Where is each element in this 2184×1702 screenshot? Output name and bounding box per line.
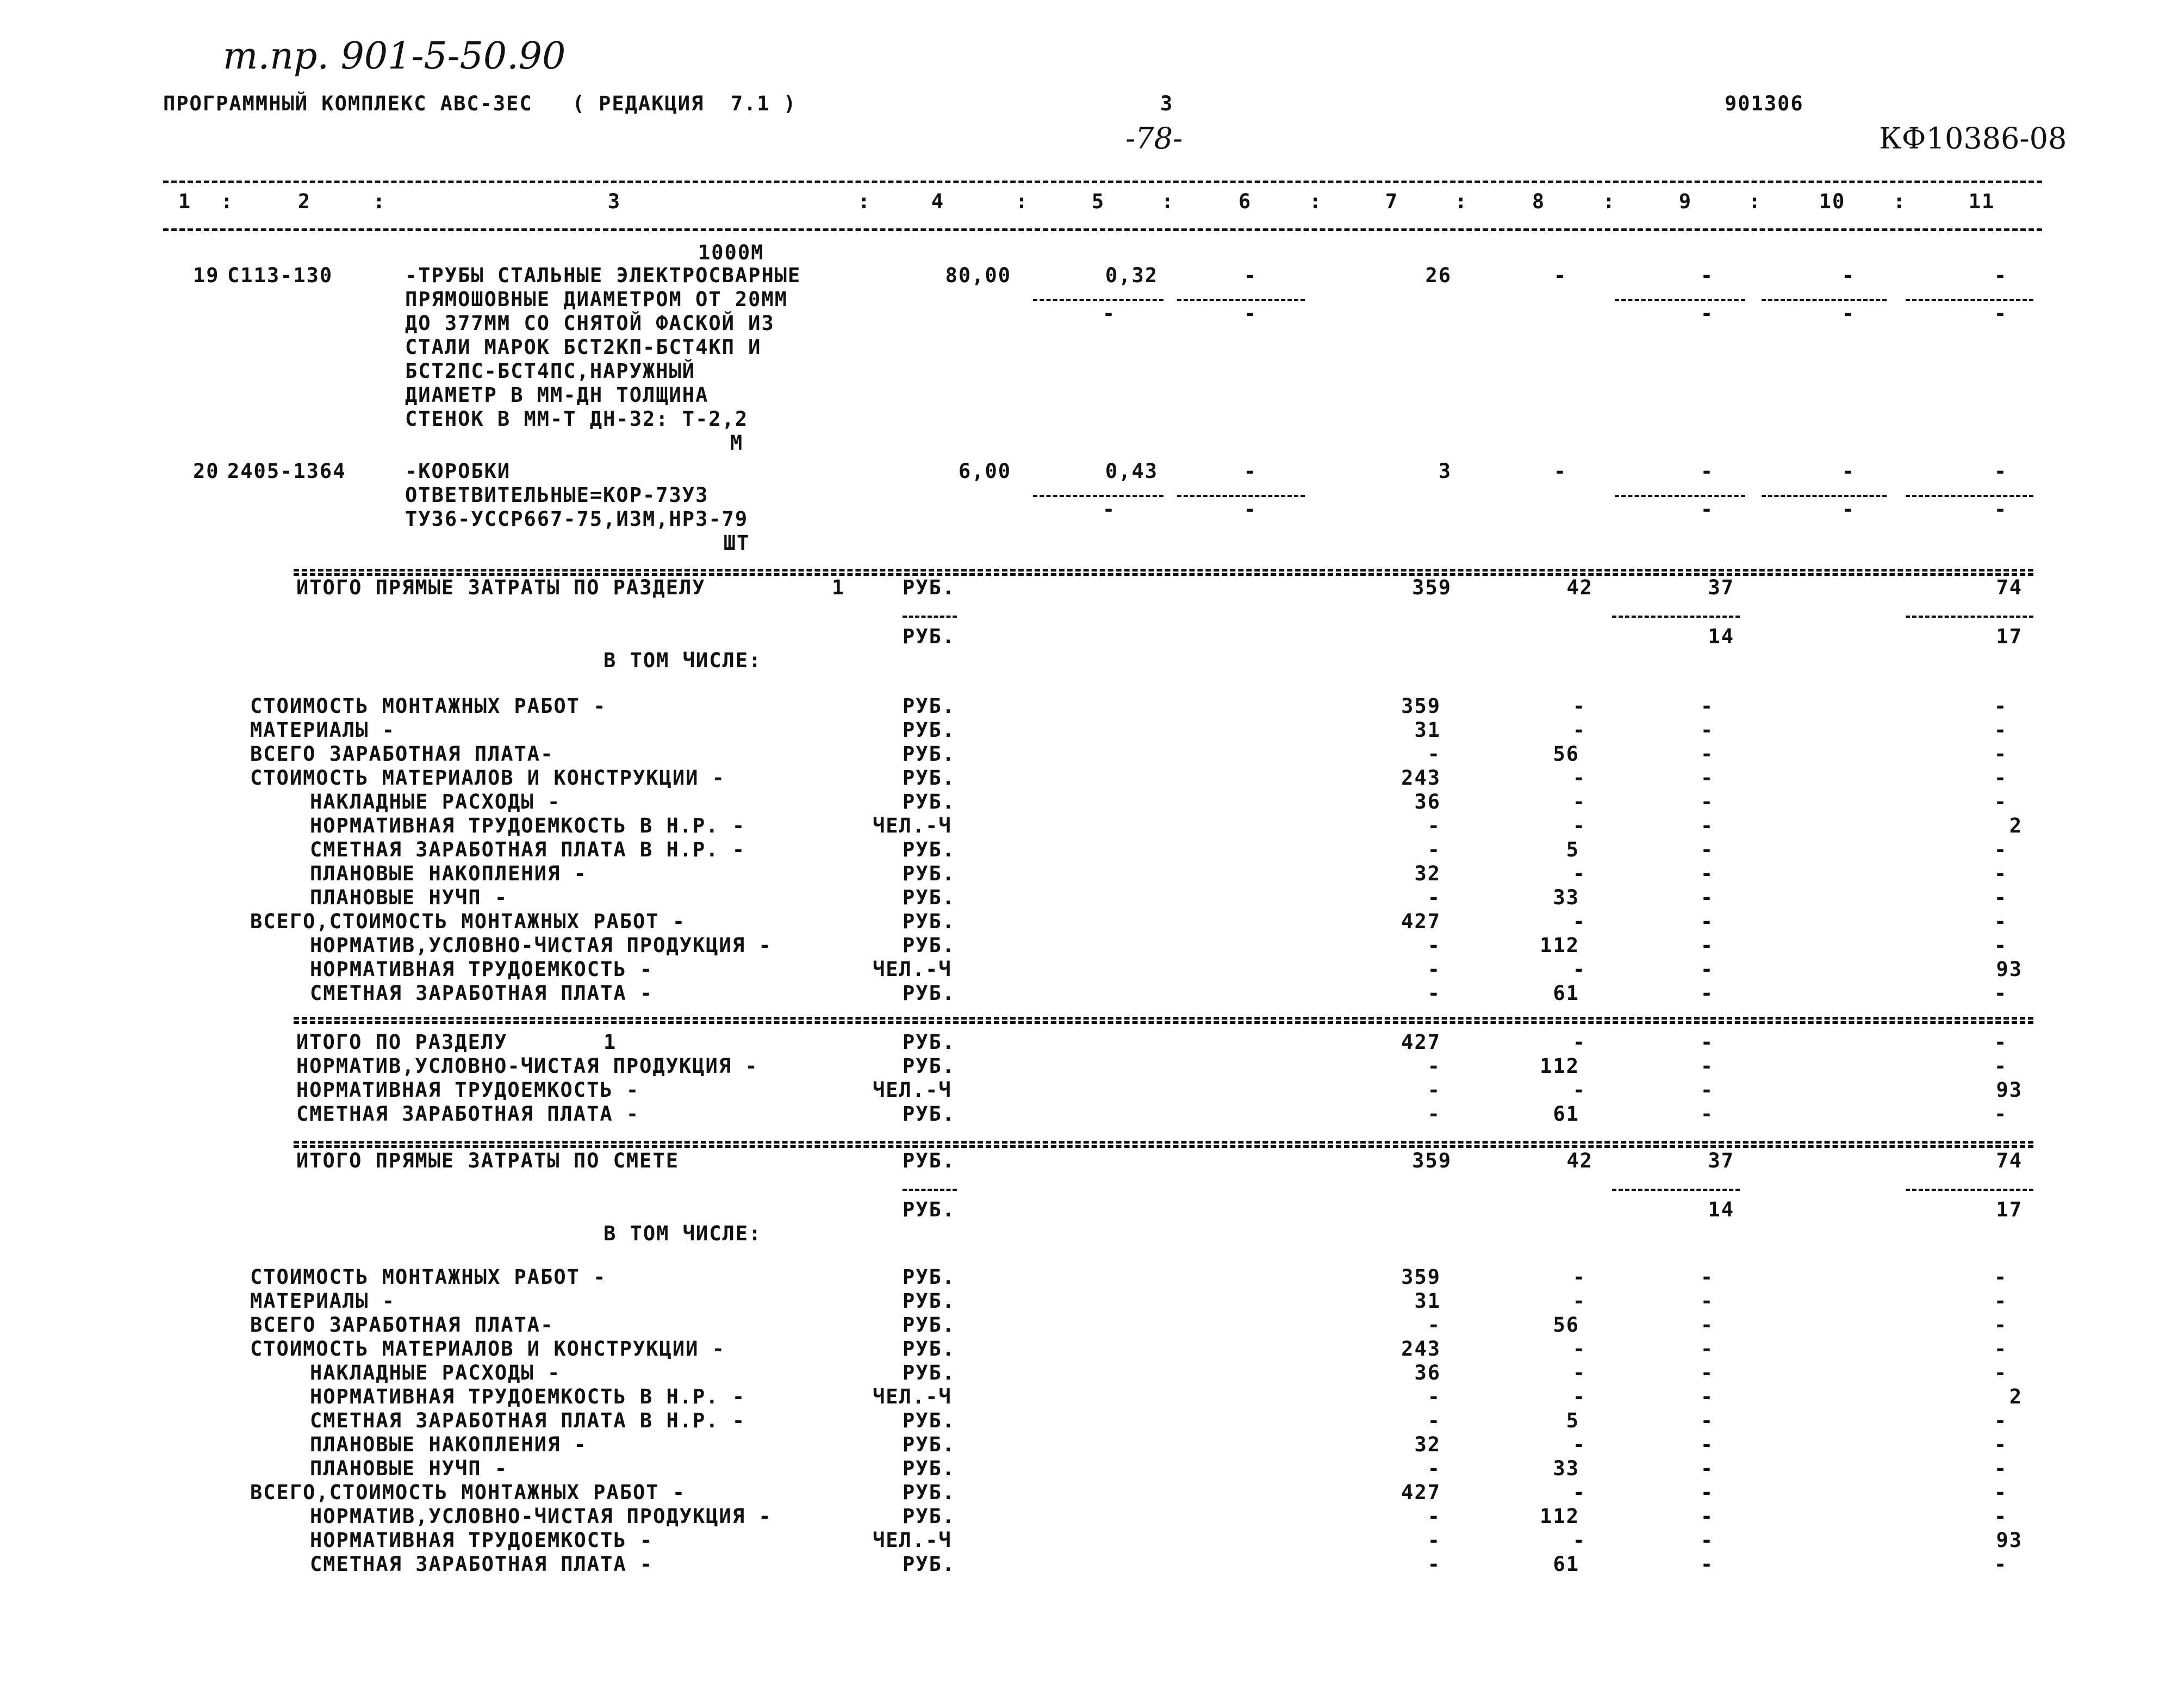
breakdown1-row-col11: - — [1994, 766, 2008, 790]
breakdown1-row-col11: - — [1994, 862, 2008, 885]
item-subrule — [1177, 299, 1305, 301]
breakdown1-row-col11: - — [1994, 694, 2008, 718]
breakdown1-row-unit: РУБ. — [903, 718, 956, 742]
item-col10: - — [1841, 264, 1856, 287]
column-header-6: 6 — [1238, 190, 1252, 213]
breakdown1-row-col11: 93 — [1996, 958, 2023, 981]
section-summary-label: НОРМАТИВНАЯ ТРУДОЕМКОСТЬ - — [296, 1078, 640, 1102]
section-rule — [294, 1017, 2033, 1020]
breakdown1-row-col9: - — [1700, 862, 1714, 885]
including-label: В ТОМ ЧИСЛЕ: — [603, 649, 762, 672]
item-col11: - — [1994, 264, 2008, 287]
section-summary-col11: - — [1994, 1102, 2008, 1126]
breakdown1-row-col11: - — [1994, 934, 2008, 957]
item-description-line: ОТВЕТВИТЕЛЬНЫЕ=КОР-73У3 — [405, 483, 709, 507]
section-summary-col7: - — [1427, 1078, 1441, 1102]
column-separator: : — [372, 190, 387, 213]
section-total-col11-rule — [1906, 616, 2033, 618]
item-sub-col11: - — [1994, 498, 2008, 521]
section-summary-col11: 93 — [1996, 1078, 2023, 1102]
column-header-11: 11 — [1968, 190, 1995, 213]
breakdown2-row-col9: - — [1700, 1552, 1714, 1576]
breakdown2-row-unit: РУБ. — [903, 1433, 956, 1456]
breakdown1-row-col8: - — [1572, 694, 1586, 718]
breakdown1-row-label: ПЛАНОВЫЕ НУЧП - — [310, 886, 508, 909]
estimate-total-col9b: 14 — [1708, 1198, 1734, 1221]
section-total-col8: 42 — [1566, 576, 1593, 599]
breakdown2-row-unit: РУБ. — [903, 1481, 956, 1504]
breakdown1-row-label: СТОИМОСТЬ МАТЕРИАЛОВ И КОНСТРУКЦИИ - — [250, 766, 725, 790]
section-summary-unit: РУБ. — [903, 1054, 956, 1078]
section-summary-label: СМЕТНАЯ ЗАРАБОТНАЯ ПЛАТА - — [296, 1102, 640, 1126]
breakdown1-row-col8: - — [1572, 766, 1586, 790]
breakdown2-row-unit: РУБ. — [903, 1313, 956, 1337]
breakdown1-row-label: НОРМАТИВ,УСЛОВНО-ЧИСТАЯ ПРОДУКЦИЯ - — [310, 934, 772, 957]
breakdown2-row-label: ВСЕГО,СТОИМОСТЬ МОНТАЖНЫХ РАБОТ - — [250, 1481, 686, 1504]
item-description-line: ДО 377ММ СО СНЯТОЙ ФАСКОЙ ИЗ — [405, 312, 775, 335]
unit-note: 1000М — [698, 241, 764, 264]
breakdown2-row-col7: - — [1427, 1552, 1441, 1576]
breakdown1-row-unit: РУБ. — [903, 766, 956, 790]
section-rule — [294, 569, 2033, 572]
breakdown1-row-col7: - — [1427, 838, 1441, 861]
breakdown2-row-col7: - — [1427, 1409, 1441, 1432]
item-unit-price: 0,43 — [1105, 459, 1158, 483]
breakdown1-row-label: НАКЛАДНЫЕ РАСХОДЫ - — [310, 790, 561, 813]
breakdown2-row-col7: - — [1427, 1385, 1441, 1408]
item-sub-col5: - — [1102, 498, 1116, 521]
column-header-1: 1 — [178, 190, 192, 213]
breakdown1-row-unit: ЧЕЛ.-Ч — [873, 814, 952, 837]
breakdown2-row-col9: - — [1700, 1481, 1714, 1504]
breakdown1-row-col7: - — [1427, 814, 1441, 837]
column-separator: : — [1161, 190, 1175, 213]
breakdown2-row-col11: - — [1994, 1289, 2008, 1313]
breakdown2-row-col9: - — [1700, 1361, 1714, 1384]
breakdown1-row-label: ПЛАНОВЫЕ НАКОПЛЕНИЯ - — [310, 862, 587, 885]
item-number: 19 — [193, 264, 220, 287]
breakdown2-row-label: СТОИМОСТЬ МАТЕРИАЛОВ И КОНСТРУКЦИИ - — [250, 1337, 725, 1361]
item-col10: - — [1841, 459, 1856, 483]
breakdown2-row-unit: ЧЕЛ.-Ч — [873, 1529, 952, 1552]
breakdown1-row-col8: 61 — [1553, 982, 1579, 1005]
breakdown2-row-col8: 5 — [1566, 1409, 1579, 1432]
column-separator: : — [1454, 190, 1469, 213]
column-header-9: 9 — [1678, 190, 1693, 213]
item-description-line: СТЕНОК В ММ-Т ДН-32: Т-2,2 — [405, 407, 749, 431]
breakdown2-row-label: СМЕТНАЯ ЗАРАБОТНАЯ ПЛАТА В Н.Р. - — [310, 1409, 746, 1432]
breakdown2-row-col8: 33 — [1553, 1457, 1579, 1480]
estimate-total-col9: 37 — [1708, 1149, 1734, 1172]
breakdown1-row-unit: РУБ. — [903, 862, 956, 885]
item-col7: 26 — [1425, 264, 1452, 287]
breakdown1-row-col7: 427 — [1401, 910, 1441, 933]
item-description-line: -КОРОБКИ — [405, 459, 511, 483]
breakdown2-row-col9: - — [1700, 1337, 1714, 1361]
item-unit: ШТ — [723, 531, 750, 555]
breakdown2-row-unit: РУБ. — [903, 1361, 956, 1384]
breakdown2-row-unit: РУБ. — [903, 1457, 956, 1480]
section-rule — [294, 1145, 2033, 1148]
breakdown1-row-col8: - — [1572, 790, 1586, 813]
breakdown1-row-unit: РУБ. — [903, 694, 956, 718]
item-subrule — [1177, 495, 1305, 497]
breakdown2-row-label: ВСЕГО ЗАРАБОТНАЯ ПЛАТА- — [250, 1313, 554, 1337]
item-col6: - — [1243, 459, 1258, 483]
breakdown1-row-col8: 56 — [1553, 742, 1579, 766]
breakdown2-row-unit: РУБ. — [903, 1409, 956, 1432]
section-summary-col9: - — [1700, 1078, 1714, 1102]
breakdown2-row-unit: РУБ. — [903, 1505, 956, 1528]
section-total-col11: 74 — [1996, 576, 2023, 599]
item-sub-col6: - — [1243, 498, 1258, 521]
section-rule — [294, 1141, 2033, 1144]
page-number: -78- — [1125, 121, 1183, 156]
breakdown2-row-label: НАКЛАДНЫЕ РАСХОДЫ - — [310, 1361, 561, 1384]
column-separator: : — [1893, 190, 1907, 213]
item-sub-col6: - — [1243, 302, 1258, 326]
estimate-total-col9-rule — [1612, 1189, 1740, 1191]
item-unit-price: 0,32 — [1105, 264, 1158, 287]
breakdown2-row-col8: - — [1572, 1265, 1586, 1289]
breakdown2-row-col9: - — [1700, 1505, 1714, 1528]
breakdown1-row-col9: - — [1700, 982, 1714, 1005]
column-header-4: 4 — [931, 190, 945, 213]
item-code: 2405-1364 — [227, 459, 346, 483]
section-summary-col11: - — [1994, 1030, 2008, 1054]
breakdown2-row-col9: - — [1700, 1457, 1714, 1480]
breakdown2-row-col11: - — [1994, 1409, 2008, 1432]
breakdown2-row-label: НОРМАТИВ,УСЛОВНО-ЧИСТАЯ ПРОДУКЦИЯ - — [310, 1505, 772, 1528]
section-rule — [294, 1021, 2033, 1024]
section-summary-unit: РУБ. — [903, 1102, 956, 1126]
column-header-8: 8 — [1532, 190, 1546, 213]
breakdown1-row-col9: - — [1700, 790, 1714, 813]
breakdown1-row-col7: - — [1427, 742, 1441, 766]
breakdown2-row-unit: РУБ. — [903, 1552, 956, 1576]
section-total-unit-rule — [903, 616, 957, 618]
item-description-line: ДИАМЕТР В ММ-ДН ТОЛЩИНА — [405, 383, 709, 407]
item-description-line: ПРЯМОШОВНЫЕ ДИАМЕТРОМ ОТ 20ММ — [405, 288, 788, 311]
breakdown1-row-col8: 112 — [1540, 934, 1579, 957]
breakdown2-row-col8: - — [1572, 1337, 1586, 1361]
breakdown1-row-col8: - — [1572, 718, 1586, 742]
item-col8: - — [1553, 264, 1567, 287]
breakdown1-row-col9: - — [1700, 838, 1714, 861]
section-summary-col8: 61 — [1553, 1102, 1579, 1126]
breakdown1-row-col11: - — [1994, 838, 2008, 861]
breakdown2-row-col9: - — [1700, 1313, 1714, 1337]
breakdown2-row-col11: - — [1994, 1361, 2008, 1384]
item-description-line: ТУ36-УССР667-75,ИЗМ,НРЗ-79 — [405, 507, 749, 531]
breakdown1-row-col8: - — [1572, 958, 1586, 981]
breakdown1-row-label: ВСЕГО ЗАРАБОТНАЯ ПЛАТА- — [250, 742, 554, 766]
breakdown1-row-unit: РУБ. — [903, 742, 956, 766]
item-description-line: -ТРУБЫ СТАЛЬНЫЕ ЭЛЕКТРОСВАРНЫЕ — [405, 264, 801, 287]
section-total-col7: 359 — [1412, 576, 1452, 599]
item-col7: 3 — [1438, 459, 1452, 483]
breakdown1-row-col9: - — [1700, 814, 1714, 837]
breakdown1-row-col7: - — [1427, 934, 1441, 957]
estimate-total-label: ИТОГО ПРЯМЫЕ ЗАТРАТЫ ПО СМЕТЕ — [296, 1149, 680, 1172]
breakdown1-row-col7: 36 — [1414, 790, 1441, 813]
breakdown1-row-unit: РУБ. — [903, 838, 956, 861]
breakdown1-row-col11: - — [1994, 886, 2008, 909]
column-header-5: 5 — [1091, 190, 1105, 213]
section-total-unit: РУБ. — [903, 576, 956, 599]
breakdown2-row-col7: - — [1427, 1529, 1441, 1552]
breakdown1-row-col11: - — [1994, 982, 2008, 1005]
estimate-total-col11b: 17 — [1996, 1198, 2023, 1221]
sheet-code: КФ10386-08 — [1879, 121, 2067, 156]
breakdown1-row-col9: - — [1700, 766, 1714, 790]
item-description-line: СТАЛИ МАРОК БСТ2КП-БСТ4КП И — [405, 336, 762, 359]
breakdown1-row-col11: - — [1994, 742, 2008, 766]
item-col6: - — [1243, 264, 1258, 287]
breakdown1-row-unit: РУБ. — [903, 910, 956, 933]
breakdown1-row-label: ВСЕГО,СТОИМОСТЬ МОНТАЖНЫХ РАБОТ - — [250, 910, 686, 933]
breakdown1-row-unit: РУБ. — [903, 982, 956, 1005]
item-subrule — [1906, 299, 2033, 301]
item-sub-col9: - — [1700, 498, 1714, 521]
item-col8: - — [1553, 459, 1567, 483]
breakdown1-row-col11: - — [1994, 718, 2008, 742]
breakdown2-row-unit: РУБ. — [903, 1289, 956, 1313]
breakdown2-row-col9: - — [1700, 1433, 1714, 1456]
breakdown1-row-col9: - — [1700, 742, 1714, 766]
section-summary-unit: ЧЕЛ.-Ч — [873, 1078, 952, 1102]
column-separator: : — [1748, 190, 1762, 213]
breakdown2-row-col7: 31 — [1414, 1289, 1441, 1313]
item-subrule — [1762, 495, 1887, 497]
breakdown2-row-col8: - — [1572, 1433, 1586, 1456]
item-col11: - — [1994, 459, 2008, 483]
breakdown2-row-col11: - — [1994, 1505, 2008, 1528]
breakdown1-row-col7: 32 — [1414, 862, 1441, 885]
breakdown2-row-label: СМЕТНАЯ ЗАРАБОТНАЯ ПЛАТА - — [310, 1552, 654, 1576]
breakdown2-row-col11: - — [1994, 1433, 2008, 1456]
item-sub-col10: - — [1841, 302, 1856, 326]
breakdown1-row-unit: ЧЕЛ.-Ч — [873, 958, 952, 981]
section-summary-col8: - — [1572, 1078, 1586, 1102]
section-total-col9: 37 — [1708, 576, 1734, 599]
item-sub-col9: - — [1700, 302, 1714, 326]
breakdown2-row-col11: 93 — [1996, 1529, 2023, 1552]
item-col9: - — [1700, 264, 1714, 287]
breakdown1-row-label: МАТЕРИАЛЫ - — [250, 718, 396, 742]
section-total-col9b: 14 — [1708, 625, 1734, 648]
breakdown2-row-col11: - — [1994, 1337, 2008, 1361]
header-bottom-rule — [163, 228, 2042, 231]
item-subrule — [1033, 495, 1163, 497]
breakdown2-row-col11: - — [1994, 1552, 2008, 1576]
item-subrule — [1615, 299, 1745, 301]
item-subrule — [1615, 495, 1745, 497]
breakdown2-row-col7: - — [1427, 1457, 1441, 1480]
breakdown1-row-col9: - — [1700, 910, 1714, 933]
breakdown2-row-unit: РУБ. — [903, 1337, 956, 1361]
item-number: 20 — [193, 459, 220, 483]
section-summary-unit: РУБ. — [903, 1030, 956, 1054]
breakdown2-row-col7: 427 — [1401, 1481, 1441, 1504]
item-subrule — [1762, 299, 1887, 301]
item-sub-col11: - — [1994, 302, 2008, 326]
section-summary-col9: - — [1700, 1054, 1714, 1078]
column-header-2: 2 — [297, 190, 312, 213]
breakdown1-row-col8: - — [1572, 862, 1586, 885]
breakdown2-row-col8: 56 — [1553, 1313, 1579, 1337]
breakdown2-row-col11: 2 — [2009, 1385, 2023, 1408]
breakdown2-row-col8: 112 — [1540, 1505, 1579, 1528]
section-summary-col7: 427 — [1401, 1030, 1441, 1054]
item-subrule — [1906, 495, 2033, 497]
breakdown2-row-label: ПЛАНОВЫЕ НУЧП - — [310, 1457, 508, 1480]
breakdown2-row-col9: - — [1700, 1529, 1714, 1552]
column-separator: : — [220, 190, 234, 213]
breakdown1-row-col7: 31 — [1414, 718, 1441, 742]
column-header-3: 3 — [607, 190, 621, 213]
section-summary-no: 1 — [603, 1030, 617, 1054]
column-separator: : — [1309, 190, 1323, 213]
breakdown2-row-label: МАТЕРИАЛЫ - — [250, 1289, 396, 1313]
estimate-total-col8: 42 — [1566, 1149, 1593, 1172]
section-total-col9-rule — [1612, 616, 1740, 618]
section-summary-col7: - — [1427, 1102, 1441, 1126]
breakdown1-row-col7: 243 — [1401, 766, 1441, 790]
section-total-section-no: 1 — [832, 576, 845, 599]
breakdown2-row-label: СТОИМОСТЬ МОНТАЖНЫХ РАБОТ - — [250, 1265, 607, 1289]
breakdown1-row-unit: РУБ. — [903, 790, 956, 813]
item-col9: - — [1700, 459, 1714, 483]
estimate-total-col11: 74 — [1996, 1149, 2023, 1172]
breakdown1-row-col7: - — [1427, 958, 1441, 981]
breakdown2-row-unit: ЧЕЛ.-Ч — [873, 1385, 952, 1408]
breakdown2-row-col9: - — [1700, 1265, 1714, 1289]
breakdown2-row-col7: 359 — [1401, 1265, 1441, 1289]
breakdown2-row-label: НОРМАТИВНАЯ ТРУДОЕМКОСТЬ В Н.Р. - — [310, 1385, 746, 1408]
column-header-7: 7 — [1385, 190, 1399, 213]
breakdown1-row-label: НОРМАТИВНАЯ ТРУДОЕМКОСТЬ - — [310, 958, 654, 981]
breakdown2-row-col11: - — [1994, 1481, 2008, 1504]
item-subrule — [1033, 299, 1163, 301]
item-sub-col5: - — [1102, 302, 1116, 326]
item-unit: М — [730, 431, 744, 455]
breakdown2-row-col7: 32 — [1414, 1433, 1441, 1456]
breakdown1-row-col7: - — [1427, 982, 1441, 1005]
breakdown2-row-col11: - — [1994, 1313, 2008, 1337]
breakdown1-row-col8: 5 — [1566, 838, 1579, 861]
breakdown1-row-col7: 359 — [1401, 694, 1441, 718]
section-summary-col9: - — [1700, 1030, 1714, 1054]
item-sub-col10: - — [1841, 498, 1856, 521]
breakdown1-row-col11: 2 — [2009, 814, 2023, 837]
breakdown2-row-label: ПЛАНОВЫЕ НАКОПЛЕНИЯ - — [310, 1433, 587, 1456]
program-title: ПРОГРАММНЫЙ КОМПЛЕКС АВС-ЗЕС ( РЕДАКЦИЯ 7.1 ) — [163, 92, 797, 115]
breakdown2-row-col7: - — [1427, 1505, 1441, 1528]
item-code: С113-130 — [227, 264, 333, 287]
estimate-total-col7: 359 — [1412, 1149, 1452, 1172]
table-top-rule — [163, 181, 2042, 183]
including-label-2: В ТОМ ЧИСЛЕ: — [603, 1222, 762, 1245]
breakdown1-row-col9: - — [1700, 934, 1714, 957]
breakdown1-row-col9: - — [1700, 958, 1714, 981]
breakdown2-row-col8: - — [1572, 1529, 1586, 1552]
breakdown2-row-col8: - — [1572, 1481, 1586, 1504]
breakdown1-row-label: СМЕТНАЯ ЗАРАБОТНАЯ ПЛАТА В Н.Р. - — [310, 838, 746, 861]
item-quantity: 6,00 — [958, 459, 1011, 483]
section-total-col11b: 17 — [1996, 625, 2023, 648]
breakdown1-row-unit: РУБ. — [903, 886, 956, 909]
breakdown2-row-col8: - — [1572, 1385, 1586, 1408]
breakdown1-row-col7: - — [1427, 886, 1441, 909]
breakdown1-row-col9: - — [1700, 694, 1714, 718]
column-header-10: 10 — [1819, 190, 1846, 213]
breakdown2-row-col11: - — [1994, 1457, 2008, 1480]
estimate-total-col11-rule — [1906, 1189, 2033, 1191]
breakdown1-row-col11: - — [1994, 790, 2008, 813]
breakdown2-row-col9: - — [1700, 1409, 1714, 1432]
section-summary-col7: - — [1427, 1054, 1441, 1078]
sheet-number: 3 — [1160, 92, 1174, 115]
column-separator: : — [857, 190, 872, 213]
breakdown2-row-col7: 36 — [1414, 1361, 1441, 1384]
section-total-label: ИТОГО ПРЯМЫЕ ЗАТРАТЫ ПО РАЗДЕЛУ — [296, 576, 706, 599]
breakdown1-row-label: СТОИМОСТЬ МОНТАЖНЫХ РАБОТ - — [250, 694, 607, 718]
breakdown1-row-col9: - — [1700, 718, 1714, 742]
column-separator: : — [1602, 190, 1616, 213]
breakdown1-row-col9: - — [1700, 886, 1714, 909]
breakdown2-row-col7: - — [1427, 1313, 1441, 1337]
handwritten-project-number: т.пр. 901-5-50.90 — [223, 35, 566, 78]
breakdown1-row-col8: 33 — [1553, 886, 1579, 909]
breakdown2-row-col8: 61 — [1553, 1552, 1579, 1576]
breakdown1-row-col8: - — [1572, 910, 1586, 933]
breakdown2-row-col9: - — [1700, 1385, 1714, 1408]
breakdown1-row-unit: РУБ. — [903, 934, 956, 957]
item-description-line: БСТ2ПС-БСТ4ПС,НАРУЖНЫЙ — [405, 359, 696, 383]
estimate-total-unit: РУБ. — [903, 1149, 956, 1172]
item-quantity: 80,00 — [945, 264, 1011, 287]
section-total-unit2: РУБ. — [903, 625, 956, 648]
document-code: 901306 — [1725, 92, 1804, 115]
section-summary-col8: 112 — [1540, 1054, 1579, 1078]
breakdown2-row-col7: 243 — [1401, 1337, 1441, 1361]
estimate-total-unit-rule — [903, 1189, 957, 1191]
breakdown2-row-label: НОРМАТИВНАЯ ТРУДОЕМКОСТЬ - — [310, 1529, 654, 1552]
estimate-total-unit2: РУБ. — [903, 1198, 956, 1221]
section-summary-col11: - — [1994, 1054, 2008, 1078]
breakdown1-row-label: СМЕТНАЯ ЗАРАБОТНАЯ ПЛАТА - — [310, 982, 654, 1005]
breakdown2-row-col8: - — [1572, 1361, 1586, 1384]
breakdown1-row-label: НОРМАТИВНАЯ ТРУДОЕМКОСТЬ В Н.Р. - — [310, 814, 746, 837]
breakdown2-row-unit: РУБ. — [903, 1265, 956, 1289]
breakdown2-row-col8: - — [1572, 1289, 1586, 1313]
section-summary-label: НОРМАТИВ,УСЛОВНО-ЧИСТАЯ ПРОДУКЦИЯ - — [296, 1054, 758, 1078]
section-summary-label: ИТОГО ПО РАЗДЕЛУ — [296, 1030, 508, 1054]
breakdown2-row-col9: - — [1700, 1289, 1714, 1313]
breakdown1-row-col8: - — [1572, 814, 1586, 837]
column-separator: : — [1015, 190, 1029, 213]
section-summary-col9: - — [1700, 1102, 1714, 1126]
breakdown2-row-col11: - — [1994, 1265, 2008, 1289]
breakdown1-row-col11: - — [1994, 910, 2008, 933]
section-summary-col8: - — [1572, 1030, 1586, 1054]
